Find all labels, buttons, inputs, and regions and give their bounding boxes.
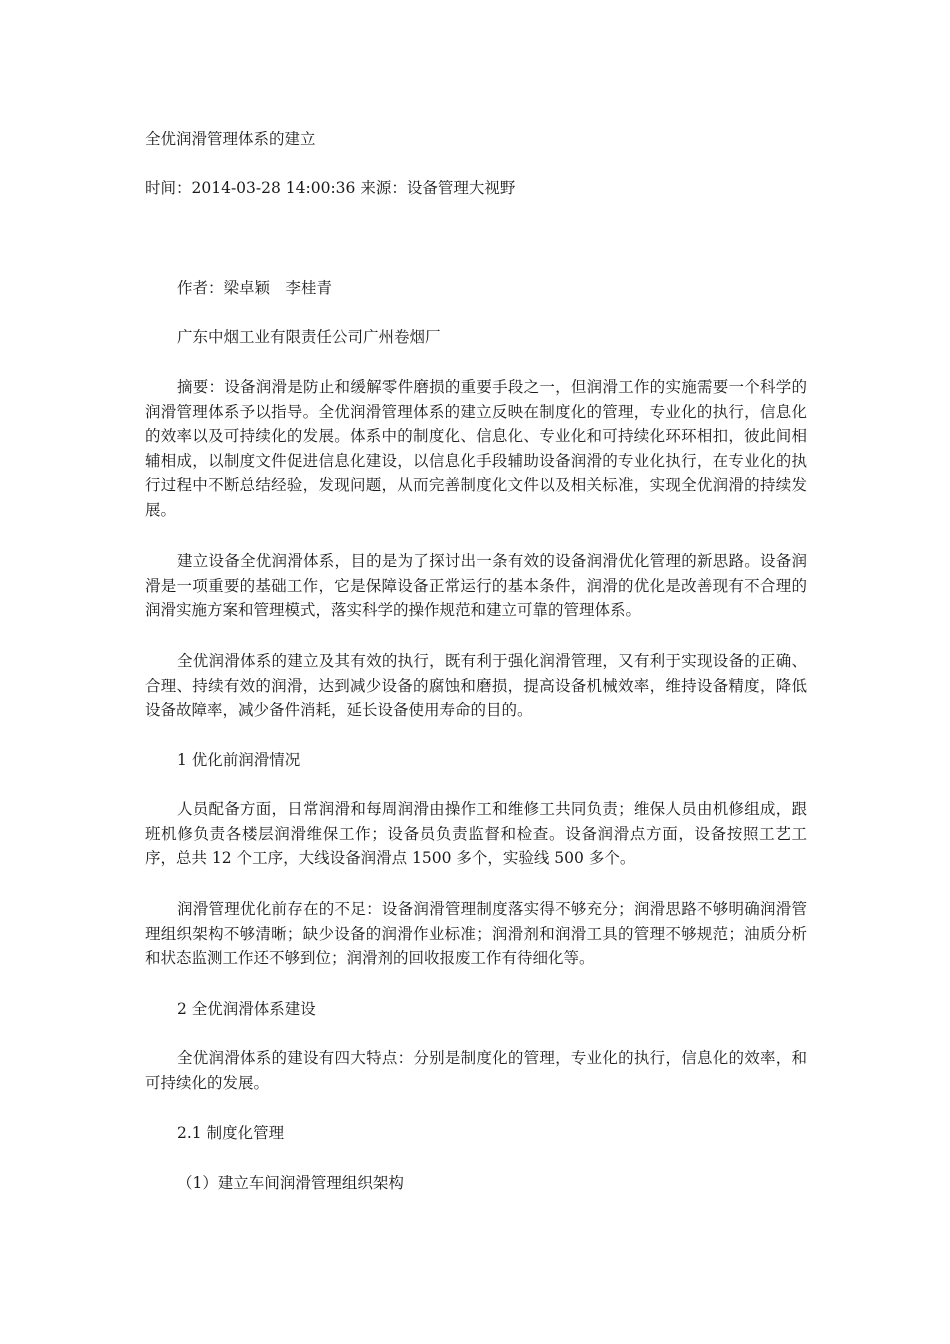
author-line: 作者：梁卓颖 李桂青 xyxy=(177,279,333,297)
section-heading: 2 全优润滑体系建设 xyxy=(177,1000,316,1018)
affiliation-line: 广东中烟工业有限责任公司广州卷烟厂 xyxy=(177,328,441,346)
section-heading: 1 优化前润滑情况 xyxy=(177,751,301,769)
abstract-paragraph: 摘要：设备润滑是防止和缓解零件磨损的重要手段之一，但润滑工作的实施需要一个科学的润滑管理体系予以指导。全优润滑管理体系的建立反映在制度化的管理，专业化的执行，信息化的效率以及可持续化的发展。体系中的制度化、信息化、专业化和可持续化环环相扣，彼此间相辅相成，以制度文件促进信息化建设，以信息化手段辅助设备润滑的专业化执行，在专业化的执行过程中不断总结经验，发现问题，从而完善制度化文件以及相关标准，实现全优润滑的持续发展。 xyxy=(145,378,807,519)
body-paragraph: 全优润滑体系的建立及其有效的执行，既有利于强化润滑管理，又有利于实现设备的正确、合理、持续有效的润滑，达到减少设备的腐蚀和磨损，提高设备机械效率，维持设备精度，降低设备故障率，减少备件消耗，延长设备使用寿命的目的。 xyxy=(145,652,807,720)
document-title: 全优润滑管理体系的建立 xyxy=(145,130,316,148)
body-paragraph: 人员配备方面，日常润滑和每周润滑由操作工和维修工共同负责；维保人员由机修组成，跟班机修负责各楼层润滑维保工作；设备员负责监督和检查。设备润滑点方面，设备按照工艺工序，总共 12 个工序，大线设备润滑点 1500 多个，实验线 500 多个。 xyxy=(145,800,807,868)
body-paragraph: 润滑管理优化前存在的不足：设备润滑管理制度落实得不够充分；润滑思路不够明确润滑管理组织架构不够清晰；缺少设备的润滑作业标准；润滑剂和润滑工具的管理不够规范；油质分析和状态监测工作还不够到位；润滑剂的回收报废工作有待细化等。 xyxy=(145,900,807,968)
subsection-heading: 2.1 制度化管理 xyxy=(177,1124,285,1142)
document-meta: 时间：2014-03-28 14:00:36 来源：设备管理大视野 xyxy=(145,179,516,197)
body-paragraph: 全优润滑体系的建设有四大特点：分别是制度化的管理，专业化的执行，信息化的效率，和可持续化的发展。 xyxy=(145,1049,807,1092)
body-paragraph: 建立设备全优润滑体系，目的是为了探讨出一条有效的设备润滑优化管理的新思路。设备润滑是一项重要的基础工作，它是保障设备正常运行的基本条件，润滑的优化是改善现有不合理的润滑实施方案和管理模式，落实科学的操作规范和建立可靠的管理体系。 xyxy=(145,552,807,620)
list-item-heading: （1）建立车间润滑管理组织架构 xyxy=(177,1174,404,1192)
